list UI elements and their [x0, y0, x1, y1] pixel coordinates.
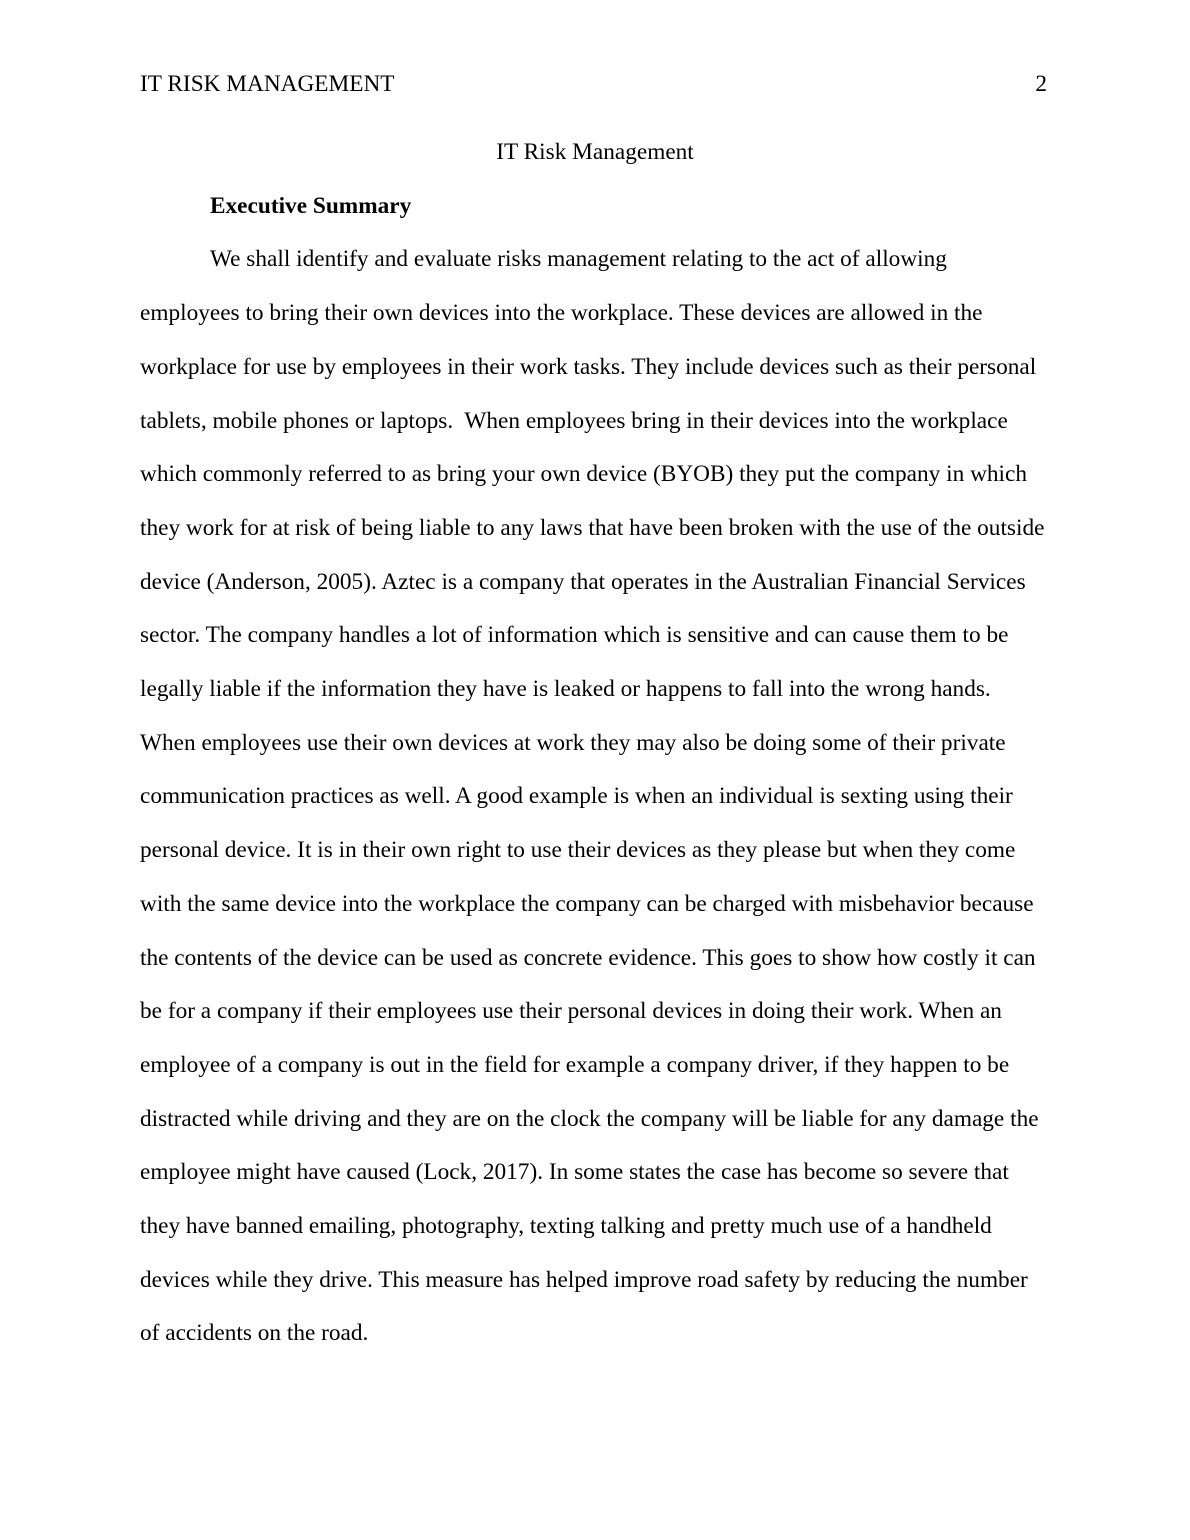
paragraph-line: tablets, mobile phones or laptops. When employees bring in their devices into the workplace	[140, 407, 1008, 434]
paragraph-line: device (Anderson, 2005). Aztec is a company that operates in the Australian Financial Services	[140, 568, 1026, 595]
document-title: IT Risk Management	[496, 139, 694, 165]
paragraph-line: employee of a company is out in the field for example a company driver, if they happen to be	[140, 1051, 1010, 1078]
paragraph-line: of accidents on the road.	[140, 1320, 369, 1347]
page-number: 2	[1035, 71, 1047, 97]
running-header	[140, 57, 1047, 111]
paragraph-line: with the same device into the workplace the company can be charged with misbehavior because	[140, 890, 1034, 917]
paragraph-line: When employees use their own devices at work they may also be doing some of their private	[140, 729, 1006, 756]
paragraph-line: personal device. It is in their own right to use their devices as they please but when they come	[140, 837, 1016, 864]
paragraph	[140, 233, 1050, 1361]
paragraph-line: devices while they drive. This measure has helped improve road safety by reducing the number	[140, 1266, 1028, 1293]
paragraph-line: legally liable if the information they have is leaked or happens to fall into the wrong hands.	[140, 676, 991, 703]
document-body	[140, 126, 1050, 1361]
paragraph-line: be for a company if their employees use their personal devices in doing their work. When an	[140, 998, 1002, 1025]
running-head-title: IT RISK MANAGEMENT	[140, 71, 395, 97]
paragraph-line: workplace for use by employees in their work tasks. They include devices such as their personal	[140, 353, 1037, 380]
paragraph-line: communication practices as well. A good example is when an individual is sexting using their	[140, 783, 1013, 810]
paragraph-line: distracted while driving and they are on the clock the company will be liable for any damage the	[140, 1105, 1039, 1132]
paragraph-line: employees to bring their own devices into the workplace. These devices are allowed in the	[140, 300, 983, 327]
paragraph-line: they have banned emailing, photography, texting talking and pretty much use of a handheld	[140, 1213, 992, 1240]
paragraph-line: which commonly referred to as bring your own device (BYOB) they put the company in which	[140, 461, 1027, 488]
paragraph-line: employee might have caused (Lock, 2017). In some states the case has become so severe that	[140, 1159, 1009, 1186]
section-heading: Executive Summary	[210, 192, 412, 219]
paragraph-line: We shall identify and evaluate risks management relating to the act of allowing	[210, 246, 947, 273]
paragraph-line: sector. The company handles a lot of information which is sensitive and can cause them to be	[140, 622, 1009, 649]
paragraph-line: they work for at risk of being liable to any laws that have been broken with the use of the outside	[140, 514, 1045, 541]
paragraph-line: the contents of the device can be used as concrete evidence. This goes to show how costly it can	[140, 944, 1036, 971]
